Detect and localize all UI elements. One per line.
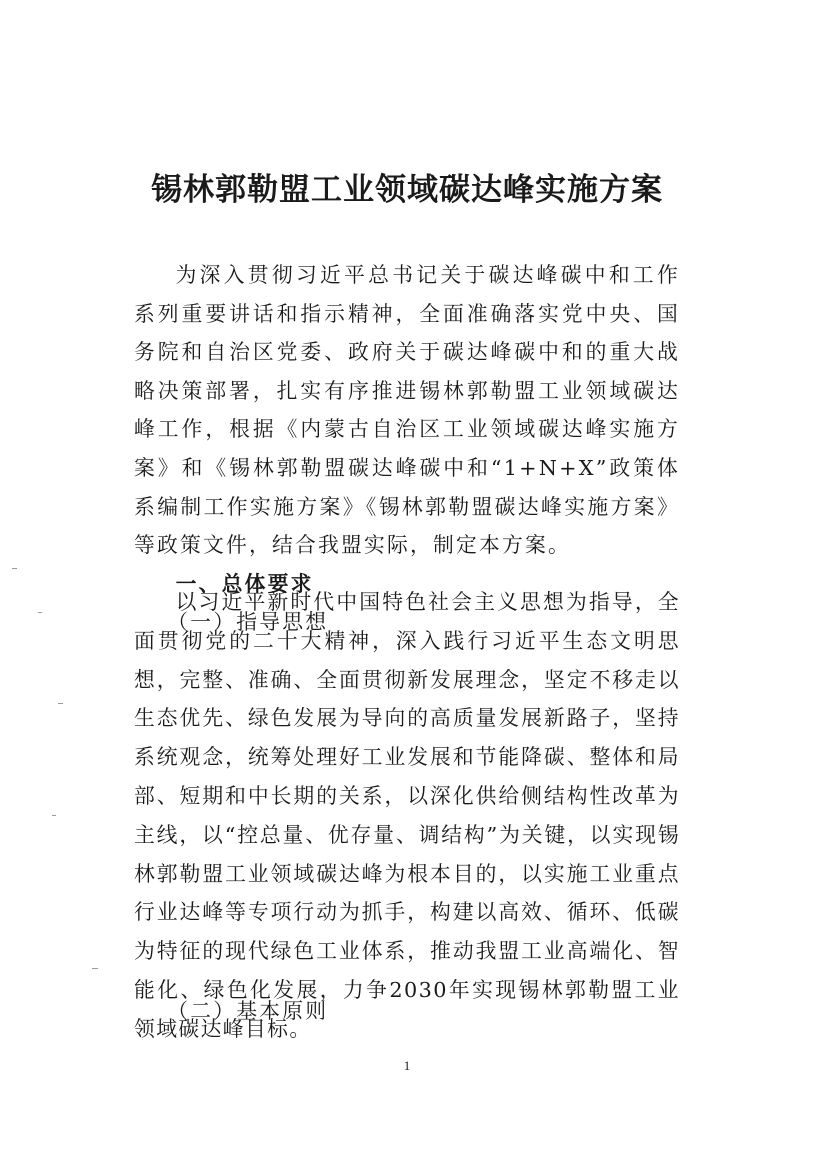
document-title: 锡林郭勒盟工业领域碳达峰实施方案 bbox=[151, 172, 663, 208]
intro-paragraph: 为深入贯彻习近平总书记关于碳达峰碳中和工作系列重要讲话和指示精神，全面准确落实党中央、国务院和自治区党委、政府关于碳达峰碳中和的重大战略决策部署，扎实有序推进锡林郭勒盟工业领域碳达峰工作，根据《内蒙古自治区工业领域碳达峰实施方案》和《锡林郭勒盟碳达峰碳中和“1+N+X”政策体系编制工作实施方案》《锡林郭勒盟碳达峰实施方案》等政策文件，结合我盟实际，制定本方案。 bbox=[134, 263, 680, 558]
guiding-block bbox=[134, 583, 680, 1049]
scan-artifact bbox=[92, 968, 98, 969]
subsection-heading-guiding-ideology: （一）指导思想 bbox=[167, 610, 329, 635]
scan-artifact bbox=[38, 612, 42, 613]
subsection-heading-basic-principles: （二）基本原则 bbox=[167, 999, 329, 1023]
scan-artifact bbox=[12, 568, 17, 569]
guiding-ideology-paragraph: 以习近平新时代中国特色社会主义思想为指导，全面贯彻党的二十大精神，深入践行习近平生态文明思想，完整、准确、全面贯彻新发展理念，坚定不移走以生态优先、绿色发展为导向的高质量发展新路子，坚持系统观念，统筹处理好工业发展和节能降碳、整体和局部、短期和中长期的关系，以深化供给侧结构性改革为主线，以“控总量、优存量、调结构”为关键，以实现锡林郭勒盟工业领域碳达峰为根本目的，以实施工业重点行业达峰等专项行动为抓手，构建以高效、循环、低碳为特征的现代绿色工业体系，推动我盟工业高端化、智能化、绿色化发展，力争2030年实现锡林郭勒盟工业领域碳达峰目标。 bbox=[134, 590, 680, 1041]
principles-block bbox=[134, 992, 680, 1031]
scan-artifact bbox=[58, 703, 63, 704]
scan-artifact bbox=[52, 815, 56, 816]
section-heading-general-requirements: 一、总体要求 bbox=[175, 571, 314, 596]
page-number: 1 bbox=[403, 1058, 411, 1073]
